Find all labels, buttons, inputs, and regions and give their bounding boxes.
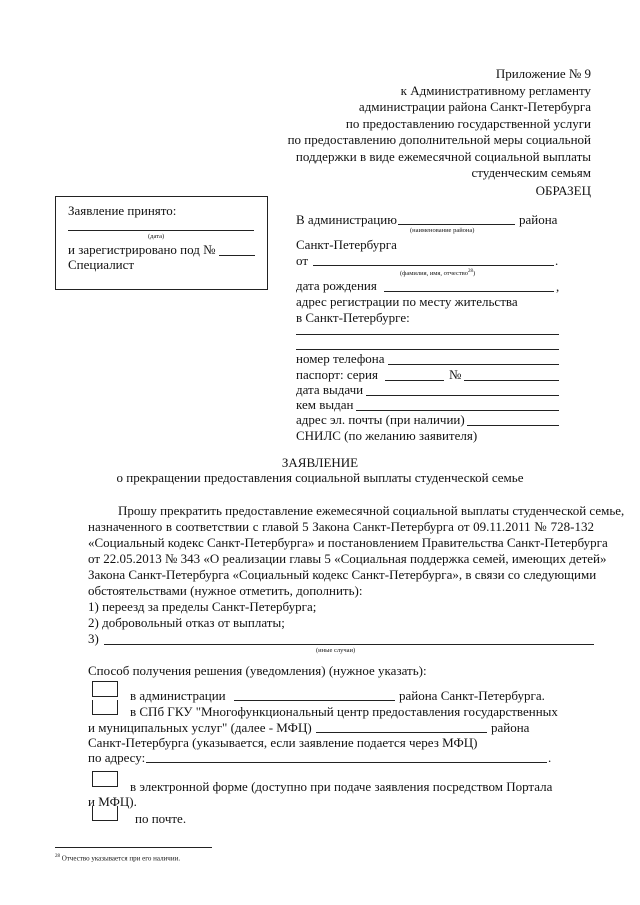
electronic-checkbox[interactable] <box>92 771 118 787</box>
accepted-specialist: Специалист <box>68 257 135 272</box>
body-line-2: назначенного в соответствии с главой 5 Закона Санкт-Петербурга от 09.11.2011 № 728-132 <box>88 519 594 534</box>
header-line-5: по предоставлению дополнительной меры социальной <box>287 132 591 147</box>
footnote <box>55 852 180 863</box>
body-line-3: «Социальный кодекс Санкт-Петербурга» и постановлением Правительства Санкт-Петербурга <box>88 535 608 550</box>
mfc-line-4-end: . <box>548 750 552 765</box>
passport-label: паспорт: серия <box>296 367 378 382</box>
footnote-divider <box>55 847 212 848</box>
admin-checkbox[interactable] <box>92 681 118 697</box>
appendix-header <box>288 66 591 182</box>
header-line-4: по предоставлению государственной услуги <box>345 115 591 131</box>
address-line-1[interactable] <box>296 334 559 335</box>
mfc-district-field[interactable] <box>316 732 487 733</box>
mfc-line-2-prefix: и муниципальных услуг" (далее - МФЦ) <box>88 720 312 735</box>
body-line-4: от 22.05.2013 № 343 «О реализации главы 5 «Социальная поддержка семей, имеющих детей» <box>88 551 607 566</box>
accepted-title: Заявление принято: <box>68 203 177 218</box>
body-line-1: Прошу прекратить предоставление ежемесячной социальной выплаты студенческой семье, <box>118 503 625 518</box>
reason-1[interactable]: 1) переезд за пределы Санкт-Петербурга; <box>88 599 317 614</box>
email-label: адрес эл. почты (при наличии) <box>296 412 465 427</box>
post-label: по почте. <box>135 811 187 826</box>
from-label: от <box>296 253 309 268</box>
issue-date-label: дата выдачи <box>296 382 364 397</box>
admin-district-hint: (наименование района) <box>410 227 475 234</box>
other-reason-field[interactable] <box>104 644 594 645</box>
statement-subtitle: о прекращении предоставления социальной выплаты студенческой семье <box>116 470 524 485</box>
mfc-line-1: в СПб ГКУ "Многофункциональный центр предоставления государственных <box>130 704 558 719</box>
mfc-line-2-suffix: района <box>491 720 530 735</box>
registration-number-line[interactable] <box>219 255 255 256</box>
body-line-5: Закона Санкт-Петербурга «Социальный кодекс Санкт-Петербурга», в связи со следующими <box>88 567 597 582</box>
accepted-registered: и зарегистрировано под № <box>68 242 216 257</box>
fio-hint-text: (фамилия, имя, отчество <box>400 270 468 278</box>
fio-footnote-ref: 28 <box>467 269 473 274</box>
post-checkbox[interactable] <box>92 806 118 821</box>
address-line-2[interactable] <box>296 349 559 350</box>
phone-field[interactable] <box>388 364 559 365</box>
rayon-label: района <box>519 212 558 227</box>
passport-number-field[interactable] <box>464 380 559 381</box>
other-reason-hint: (иные случаи) <box>316 647 356 654</box>
passport-number-label: № <box>449 367 462 382</box>
phone-label: номер телефона <box>296 351 385 366</box>
accepted-date-hint: (дата) <box>148 233 165 240</box>
admin-method-district-field[interactable] <box>234 700 395 701</box>
admin-method-suffix: района Санкт-Петербурга. <box>399 688 545 703</box>
in-spb-label: в Санкт-Петербурге: <box>296 310 410 325</box>
fio-hint <box>400 268 475 278</box>
footnote-text: Отчество указывается при его наличии. <box>61 854 181 863</box>
mfc-line-3: Санкт-Петербурга (указывается, если заявление подается через МФЦ) <box>88 735 478 750</box>
sample-label: ОБРАЗЕЦ <box>535 183 591 198</box>
issue-date-field[interactable] <box>366 395 559 396</box>
header-line-1: Приложение № 9 <box>495 66 591 81</box>
issued-by-field[interactable] <box>356 410 559 411</box>
fio-hint-close: ) <box>472 270 476 278</box>
mfc-checkbox[interactable] <box>92 700 118 715</box>
reg-address-label: адрес регистрации по месту жительства <box>296 294 518 309</box>
fio-field[interactable] <box>313 265 554 266</box>
header-line-2: к Административному регламенту <box>400 82 591 98</box>
footnote-mark: 28 <box>55 854 60 859</box>
snils-label: СНИЛС (по желанию заявителя) <box>296 428 478 443</box>
admin-method-prefix: в администрации <box>130 688 226 703</box>
electronic-line-2: и МФЦ). <box>88 794 137 809</box>
electronic-line-1: в электронной форме (доступно при подаче заявления посредством Портала <box>130 779 553 794</box>
body-line-6: обстоятельствами (нужное отметить, дополнить): <box>88 583 363 598</box>
fio-end: . <box>555 253 559 268</box>
mfc-line-4: по адресу: <box>88 750 146 765</box>
to-admin-label: В администрацию <box>296 212 397 227</box>
mfc-address-field[interactable] <box>146 762 547 763</box>
birth-end: , <box>556 279 560 294</box>
accepted-date-line[interactable] <box>68 230 254 231</box>
birth-label: дата рождения <box>296 278 377 293</box>
passport-series-field[interactable] <box>385 380 444 381</box>
header-line-7: студенческим семьям <box>471 165 591 180</box>
spb-label: Санкт-Петербурга <box>296 237 397 252</box>
email-field[interactable] <box>467 425 559 426</box>
birth-date-field[interactable] <box>384 291 554 292</box>
method-title: Способ получения решения (уведомления) (нужное указать): <box>88 663 427 678</box>
header-line-3: администрации района Санкт-Петербурга <box>358 99 591 114</box>
statement-title: ЗАЯВЛЕНИЕ <box>281 455 359 470</box>
admin-district-field[interactable] <box>398 224 515 225</box>
reason-3[interactable]: 3) <box>88 631 99 646</box>
header-line-6: поддержки в виде ежемесячной социальной выплаты <box>295 148 591 164</box>
issued-by-label: кем выдан <box>296 397 354 412</box>
reason-2[interactable]: 2) добровольный отказ от выплаты; <box>88 615 285 630</box>
